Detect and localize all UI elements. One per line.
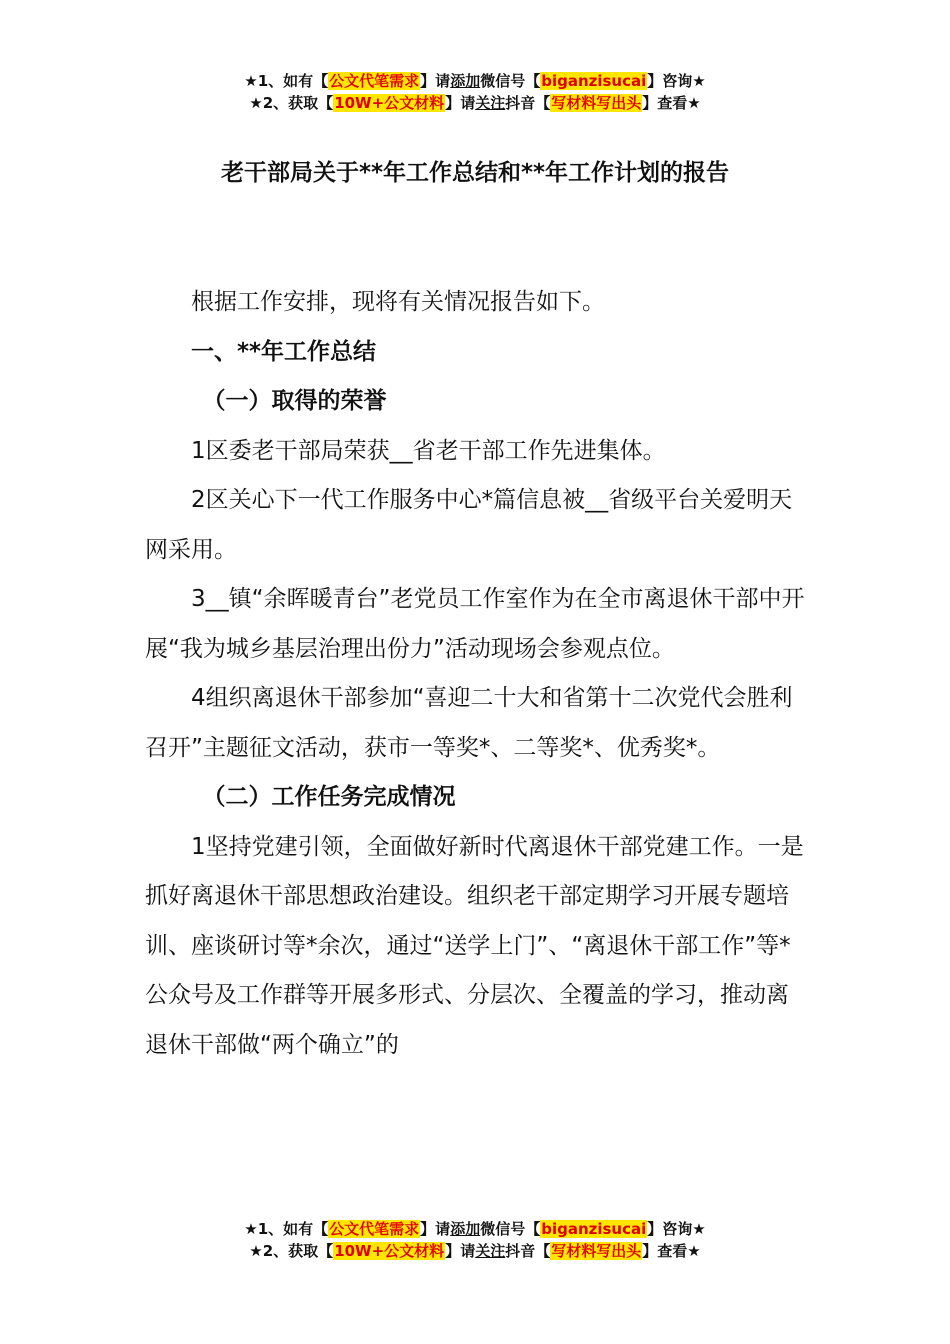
document-body: [145, 278, 810, 1070]
highlight-materials: 10W+公文材料: [334, 94, 445, 112]
subsection-heading-tasks: （二）工作任务完成情况: [202, 784, 456, 810]
banner-line-2: ★2、获取【10W+公文材料】请关注抖音【写材料写出头】查看★: [249, 94, 701, 112]
banner-line-1: ★1、如有【公文代笔需求】请添加微信号【biganzisucai】咨询★: [244, 72, 706, 90]
paragraph-item: 2区关心下一代工作服务中心*篇信息被__省级平台关爱明天网采用。: [145, 487, 793, 563]
document-title: 老干部局关于**年工作总结和**年工作计划的报告: [220, 160, 730, 186]
section-heading-1: 一、**年工作总结: [191, 338, 377, 365]
paragraph-item: 1区委老干部局荣获__省老干部工作先进集体。: [191, 437, 666, 464]
banner-line-2: ★2、获取【10W+公文材料】请关注抖音【写材料写出头】查看★: [249, 1242, 701, 1260]
footer-banner: [0, 1218, 950, 1262]
highlight-materials: 10W+公文材料: [334, 1242, 445, 1260]
paragraph-item: 4组织离退休干部参加“喜迎二十大和省第十二次党代会胜利召开”主题征文活动，获市一等奖*、二等奖*、优秀奖*。: [145, 685, 793, 761]
highlight-douyin: 写材料写出头: [551, 94, 642, 112]
banner-line-1: ★1、如有【公文代笔需求】请添加微信号【biganzisucai】咨询★: [244, 1220, 706, 1238]
paragraph-item: 3__镇“余晖暖青台”老党员工作室作为在全市离退休干部中开展“我为城乡基层治理出份力”活动现场会参观点位。: [145, 586, 805, 662]
highlight-service: 公文代笔需求: [329, 1220, 420, 1238]
subsection-heading-honors: （一）取得的荣誉: [202, 388, 387, 414]
highlight-douyin: 写材料写出头: [551, 1242, 642, 1260]
highlight-service: 公文代笔需求: [329, 72, 420, 90]
highlight-wechat-id: biganzisucai: [541, 72, 647, 90]
paragraph-intro: 根据工作安排，现将有关情况报告如下。: [191, 289, 605, 315]
paragraph-item: 1坚持党建引领，全面做好新时代离退休干部党建工作。一是抓好离退休干部思想政治建设。组织老干部定期学习开展专题培训、座谈研讨等*余次，通过“送学上门”、“离退休干部工作”等*公众号及工作群等开展多形式、分层次、全覆盖的学习，推动离退休干部做“两个确立”的: [145, 833, 804, 1058]
header-banner: [0, 70, 950, 114]
highlight-wechat-id: biganzisucai: [541, 1220, 647, 1238]
